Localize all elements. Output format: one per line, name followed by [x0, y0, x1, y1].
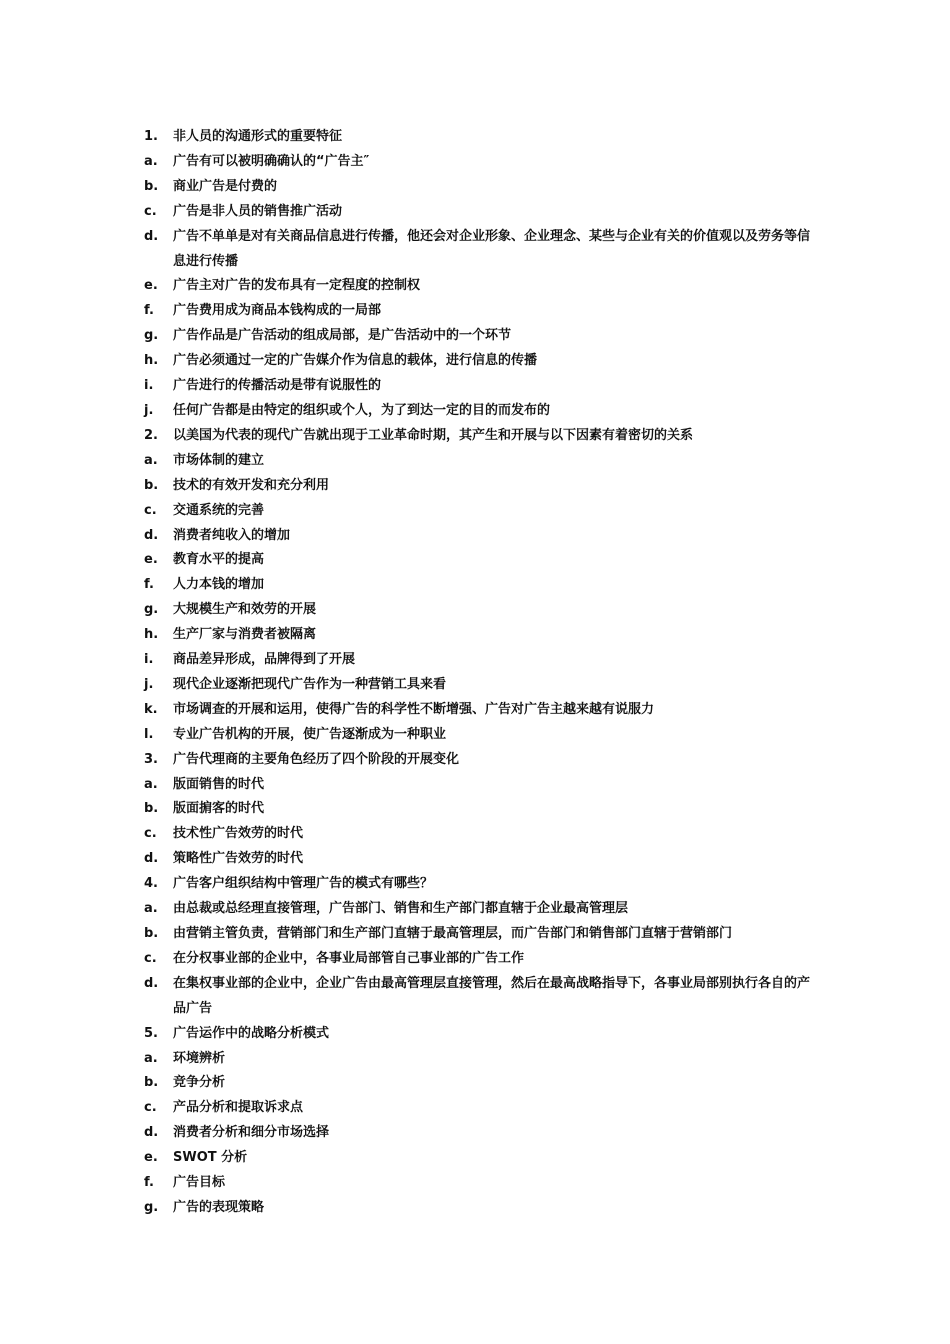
item-marker: 3.	[144, 751, 158, 767]
outline-subitem	[144, 474, 816, 499]
item-marker: b.	[144, 926, 159, 941]
item-text: 广告客户组织结构中管理广告的模式有哪些？	[173, 876, 434, 892]
item-marker: j.	[144, 402, 154, 418]
item-text: 教育水平的提高	[173, 552, 265, 568]
outline-subitem	[144, 1047, 816, 1072]
item-marker: i.	[144, 652, 154, 668]
item-text: 环境辨析	[173, 1050, 226, 1066]
item-text: 版面掮客的时代	[173, 801, 265, 817]
item-text: 技术的有效开发和充分利用	[173, 477, 330, 493]
item-text: 生产厂家与消费者被隔离	[173, 627, 317, 643]
item-text: 现代企业逐渐把现代广告作为一种营销工具来看	[173, 676, 447, 692]
item-text: 大规模生产和效劳的开展	[173, 602, 317, 618]
item-marker: k.	[144, 701, 158, 717]
item-marker: c.	[144, 1100, 157, 1116]
item-marker: d.	[144, 228, 159, 244]
item-text: 人力本钱的增加	[173, 577, 265, 593]
outline-subitem	[144, 822, 816, 847]
item-marker: d.	[144, 1125, 159, 1141]
outline-subitem	[144, 175, 816, 200]
item-marker: e.	[144, 278, 158, 294]
item-marker: j.	[144, 676, 154, 692]
item-marker: d.	[144, 527, 159, 543]
item-text: 技术性广告效劳的时代	[173, 826, 304, 842]
item-marker: b.	[144, 1075, 159, 1091]
item-text: 竞争分析	[173, 1075, 226, 1091]
outline-list	[144, 125, 816, 1221]
item-marker: b.	[144, 178, 159, 194]
item-text: 市场调查的开展和运用，使得广告的科学性不断增强、广告对广告主越来越有说服力	[173, 701, 655, 717]
item-text: 广告有可以被明确确认的“广告主″	[173, 153, 370, 169]
item-text: 广告运作中的战略分析模式	[173, 1025, 330, 1041]
outline-heading	[144, 1022, 816, 1047]
outline-subitem	[144, 1071, 816, 1096]
outline-subitem	[144, 524, 816, 549]
outline-subitem	[144, 449, 816, 474]
outline-subitem	[144, 773, 816, 798]
item-text: 广告代理商的主要角色经历了四个阶段的开展变化	[173, 751, 460, 767]
outline-subitem	[144, 299, 816, 324]
item-text: 由总裁或总经理直接管理，广告部门、销售和生产部门都直辖于企业最高管理层	[173, 901, 629, 917]
item-text: 交通系统的完善	[173, 502, 265, 518]
item-text: 广告进行的传播活动是带有说服性的	[173, 378, 382, 394]
outline-subitem	[144, 324, 816, 349]
item-marker: c.	[144, 502, 157, 518]
item-marker: h.	[144, 627, 159, 643]
item-marker: e.	[144, 552, 158, 568]
item-text: 任何广告都是由特定的组织或个人，为了到达一定的目的而发布的	[173, 402, 551, 418]
item-text: 由营销主管负责，营销部门和生产部门直辖于最高管理层，而广告部门和销售部门直辖于营销部门	[173, 926, 733, 941]
item-text: SWOT 分析	[173, 1150, 248, 1166]
item-text: 专业广告机构的开展，使广告逐渐成为一种职业	[173, 726, 447, 742]
outline-subitem	[144, 1146, 816, 1171]
outline-subitem	[144, 200, 816, 225]
outline-heading	[144, 872, 816, 897]
item-text: 广告不单单是对有关商品信息进行传播，他还会对企业形象、企业理念、某些与企业有关的价值观以及劳务等信息进行传播	[173, 228, 811, 269]
item-marker: g.	[144, 328, 159, 344]
outline-subitem	[144, 673, 816, 698]
item-marker: f.	[144, 577, 154, 593]
outline-subitem	[144, 972, 816, 1022]
item-marker: a.	[144, 452, 158, 468]
item-marker: b.	[144, 801, 159, 817]
item-marker: a.	[144, 153, 158, 169]
outline-subitem	[144, 947, 816, 972]
outline-subitem	[144, 1171, 816, 1196]
item-marker: l.	[144, 726, 154, 742]
item-marker: h.	[144, 353, 159, 369]
outline-subitem	[144, 349, 816, 374]
outline-subitem	[144, 1121, 816, 1146]
outline-subitem	[144, 623, 816, 648]
item-marker: c.	[144, 950, 157, 966]
item-text: 商品差异形成，品牌得到了开展	[173, 652, 356, 668]
item-text: 消费者分析和细分市场选择	[173, 1125, 330, 1141]
outline-subitem	[144, 598, 816, 623]
item-text: 以美国为代表的现代广告就出现于工业革命时期，其产生和开展与以下因素有着密切的关系	[173, 427, 694, 443]
outline-subitem	[144, 499, 816, 524]
item-text: 广告的表现策略	[173, 1199, 265, 1215]
item-marker: a.	[144, 776, 158, 792]
outline-subitem	[144, 1096, 816, 1121]
outline-subitem	[144, 922, 816, 947]
item-text: 市场体制的建立	[173, 452, 265, 468]
outline-subitem	[144, 374, 816, 399]
item-text: 广告作品是广告活动的组成局部，是广告活动中的一个环节	[173, 328, 512, 344]
item-marker: f.	[144, 303, 154, 319]
item-text: 在分权事业部的企业中，各事业局部管自己事业部的广告工作	[173, 950, 525, 966]
outline-subitem	[144, 847, 816, 872]
item-marker: g.	[144, 602, 159, 618]
item-marker: f.	[144, 1175, 154, 1191]
item-marker: a.	[144, 1050, 158, 1066]
item-marker: 2.	[144, 427, 158, 443]
item-text: 产品分析和提取诉求点	[173, 1100, 304, 1116]
outline-subitem	[144, 548, 816, 573]
outline-heading	[144, 748, 816, 773]
item-marker: b.	[144, 477, 159, 493]
outline-subitem	[144, 897, 816, 922]
item-marker: 1.	[144, 129, 158, 144]
item-marker: 5.	[144, 1025, 158, 1041]
item-marker: e.	[144, 1150, 158, 1166]
item-marker: 4.	[144, 876, 158, 892]
item-marker: i.	[144, 378, 154, 394]
outline-heading	[144, 125, 816, 150]
item-text: 策略性广告效劳的时代	[173, 851, 304, 867]
item-text: 广告是非人员的销售推广活动	[173, 203, 343, 219]
outline-subitem	[144, 698, 816, 723]
outline-subitem	[144, 274, 816, 299]
outline-subitem	[144, 399, 816, 424]
item-text: 非人员的沟通形式的重要特征	[173, 129, 343, 144]
item-text: 广告必须通过一定的广告媒介作为信息的载体，进行信息的传播	[173, 353, 538, 369]
item-text: 广告主对广告的发布具有一定程度的控制权	[173, 278, 421, 294]
outline-subitem	[144, 648, 816, 673]
item-text: 在集权事业部的企业中，企业广告由最高管理层直接管理，然后在最高战略指导下，各事业局部别执行各自的产品广告	[173, 975, 811, 1016]
item-text: 商业广告是付费的	[173, 178, 278, 194]
outline-subitem	[144, 1196, 816, 1221]
item-marker: d.	[144, 851, 159, 867]
outline-heading	[144, 424, 816, 449]
outline-subitem	[144, 723, 816, 748]
item-marker: c.	[144, 826, 157, 842]
item-marker: a.	[144, 901, 158, 917]
item-marker: g.	[144, 1199, 159, 1215]
outline-subitem	[144, 797, 816, 822]
outline-subitem	[144, 225, 816, 275]
outline-subitem	[144, 573, 816, 598]
outline-subitem	[144, 150, 816, 175]
item-marker: d.	[144, 975, 159, 991]
item-marker: c.	[144, 203, 157, 219]
item-text: 广告目标	[173, 1175, 226, 1191]
item-text: 消费者纯收入的增加	[173, 527, 291, 543]
item-text: 广告费用成为商品本钱构成的一局部	[173, 303, 382, 319]
item-text: 版面销售的时代	[173, 776, 265, 792]
